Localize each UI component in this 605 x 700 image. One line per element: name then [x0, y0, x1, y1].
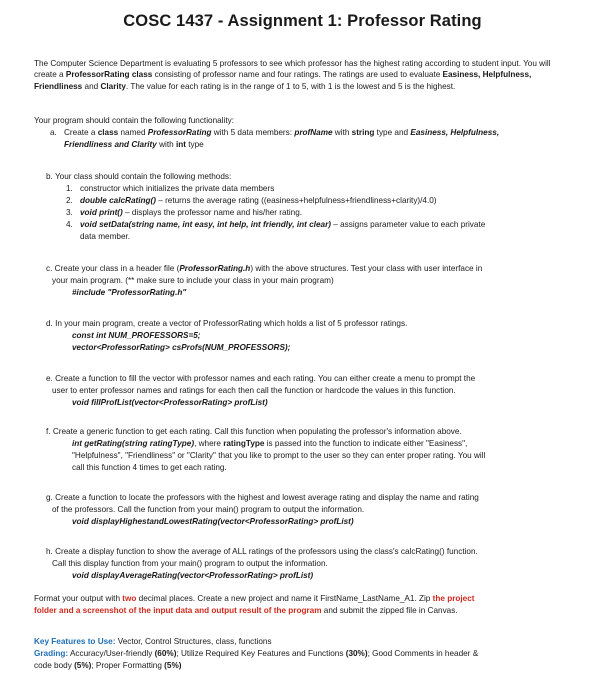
- code-vector: vector<ProfessorRating> csProfs(NUM_PROFESSORS);: [72, 343, 291, 352]
- item-b-intro: b. Your class should contain the following methods:: [46, 172, 232, 181]
- item-a-line2: Friendliness and Clarity with int type: [64, 140, 204, 149]
- key-features: Key Features to Use: Vector, Control Structures, class, functions: [34, 637, 272, 646]
- method-2: 2. double calcRating() – returns the average rating ((easiness+helpfulness+friendliness+clarity)/4.0): [66, 196, 437, 205]
- item-g: g. Create a function to locate the professors with the highest and lowest average rating and display the name and rating: [46, 493, 479, 502]
- item-c: c. Create your class in a header file (ProfessorRating.h) with the above structures. Test your class with user interface in: [46, 264, 483, 273]
- item-f-line3: "Helpfulness", "Friendliness" or "Clarity" that you like to prompt to the user so they can enter proper rating. You will: [72, 451, 486, 460]
- grading-line2: code body (5%); Proper Formatting (5%): [34, 661, 182, 670]
- method-4: 4. void setData(string name, int easy, int help, int friendly, int clear) – assigns parameter value to each private: [66, 220, 486, 229]
- item-c-line2: your main program. (** make sure to include your class in your main program): [52, 276, 334, 285]
- code-display-average: void displayAverageRating(vector<ProfessorRating> profList): [72, 571, 314, 580]
- functionality-heading: Your program should contain the following functionality:: [34, 116, 234, 125]
- code-display-highest-lowest: void displayHighestandLowestRating(vector<ProfessorRating> profList): [72, 517, 354, 526]
- item-h: h. Create a display function to show the average of ALL ratings of the professors using the class's calcRating() function.: [46, 547, 478, 556]
- format-line1: Format your output with two decimal places. Create a new project and name it FirstName_LastName_A1. Zip the project: [34, 594, 475, 603]
- document-title: COSC 1437 - Assignment 1: Professor Rating: [123, 12, 482, 30]
- item-e: e. Create a function to fill the vector with professor names and each rating. You can either create a menu to prompt the: [46, 374, 476, 383]
- code-fillproflist: void fillProfList(vector<ProfessorRating> profList): [72, 398, 268, 407]
- item-f-line2: int getRating(string ratingType), where ratingType is passed into the function to indicate either "Easiness",: [72, 439, 468, 448]
- include-directive: #include "ProfessorRating.h": [72, 288, 187, 297]
- grading-line1: Grading: Accuracy/User-friendly (60%); Utilize Required Key Features and Functions (30%); Good Comments in header &: [34, 649, 479, 658]
- item-f-line4: call this function 4 times to get each rating.: [72, 463, 227, 472]
- method-4-line2: data member.: [80, 232, 131, 241]
- method-3: 3. void print() – displays the professor name and his/her rating.: [66, 208, 303, 217]
- item-g-line2: of the professors. Call the function from your main() program to output the information.: [52, 505, 365, 514]
- code-const: const int NUM_PROFESSORS=5;: [72, 331, 201, 340]
- item-e-line2: user to enter professor names and ratings for each then call the function or hardcode the values in this function.: [52, 386, 456, 395]
- format-line2: folder and a screenshot of the input data and output result of the program and submit the zipped file in Canvas.: [34, 606, 458, 615]
- method-1: 1. constructor which initializes the private data members: [66, 184, 275, 193]
- item-d: d. In your main program, create a vector of ProfessorRating which holds a list of 5 professor ratings.: [46, 319, 408, 328]
- item-f: f. Create a generic function to get each rating. Call this function when populating the professor's information above.: [46, 427, 462, 436]
- intro-paragraph: The Computer Science Department is evaluating 5 professors to see which professor has the highest rating according to student input. You will create a ProfessorRating class consisting of professor name and four ratings. The ratings are used to evaluate Easiness, Helpfulness, Friendliness and Clarity. The value for each rating is in the range of 1 to 5, with 1 is the lowest and 5 is the highest.: [34, 59, 551, 91]
- item-a: a. Create a class named ProfessorRating with 5 data members: profName with string type and Easiness, Helpfulness,: [50, 128, 500, 137]
- item-h-line2: Call this display function from your main() program to output the information.: [52, 559, 328, 568]
